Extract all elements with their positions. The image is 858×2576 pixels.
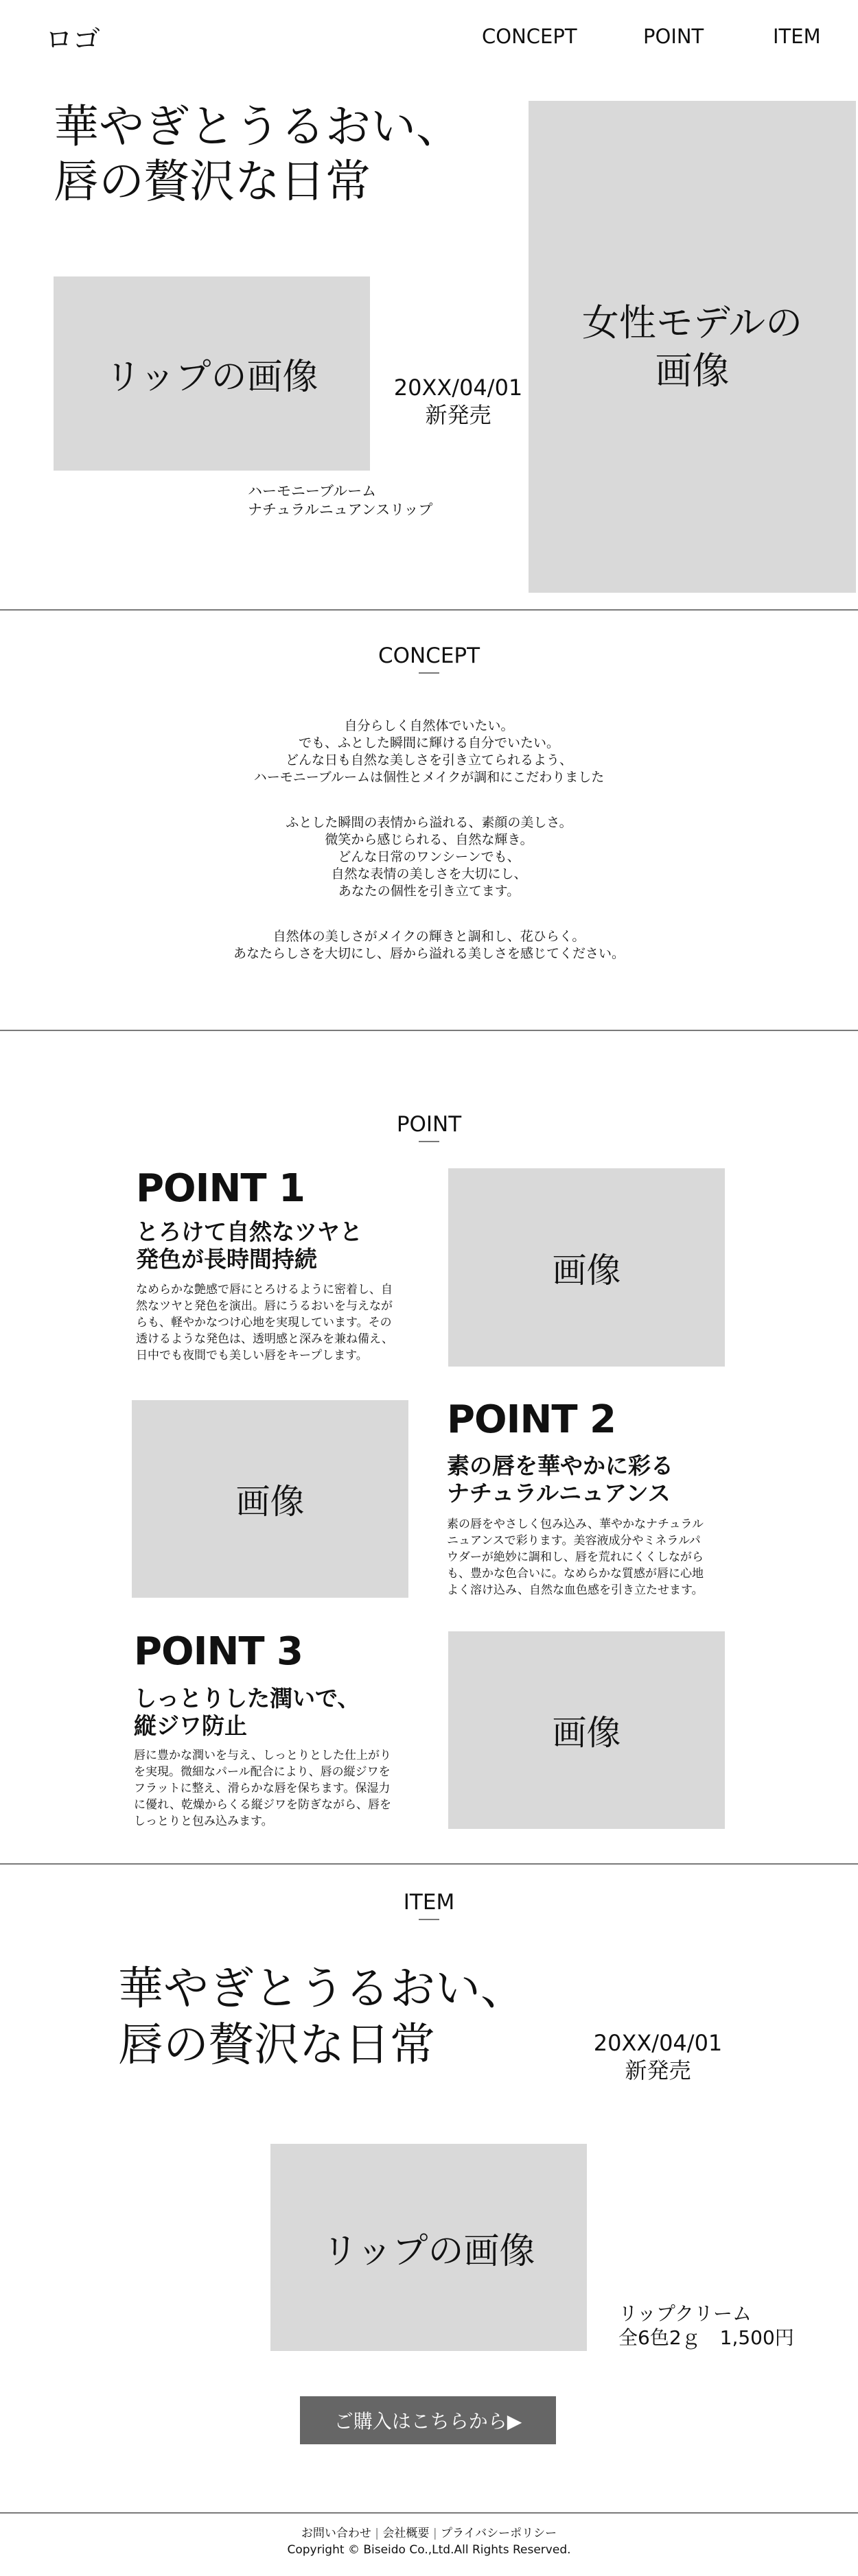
- point-1-number: POINT 1: [136, 1166, 305, 1211]
- item-title: ITEM: [403, 1890, 455, 1915]
- point-1-body: なめらかな艶感で唇にとろけるように密着し、自 然なツヤと発色を演出。唇にうるおいを与えなが らも、軽やかなつけ心地を実現しています。その 透けるような発色は、透明感と深みを兼ね備え、 日中でも夜間でも美しい唇をキープします。: [136, 1283, 394, 1362]
- concept-paragraph-2: ふとした瞬間の表情から溢れる、素顔の美しさ。 微笑から感じられる、自然な輝き。 どんな日常のワンシーンでも、 自然な表情の美しさを大切にし、 あなたの個性を引き立てます。: [286, 815, 572, 899]
- hero-lip-image: リップの画像: [54, 276, 370, 471]
- footer-link-separator: |: [429, 2527, 441, 2540]
- nav-concept[interactable]: CONCEPT: [482, 25, 577, 48]
- footer-links: [0, 2525, 858, 2542]
- point-2-body: 素の唇をやさしく包み込み、華やかなナチュラル ニュアンスで彩ります。美容液成分やミネラルパ ウダーが絶妙に調和し、唇を荒れにくくしながら も、豊かな色合いに。なめらかな質感が唇に心地 よく溶け込み、自然な血色感を引き立たせます。: [447, 1517, 704, 1597]
- section-divider: [0, 2512, 858, 2514]
- point-3-number: POINT 3: [134, 1629, 303, 1674]
- footer-link-privacy[interactable]: プライバシーポリシー: [440, 2527, 557, 2540]
- section-divider: [0, 1030, 858, 1031]
- point-2-image: 画像: [132, 1400, 408, 1598]
- nav-item[interactable]: ITEM: [773, 25, 821, 48]
- hero-product-name: ハーモニーブルーム ナチュラルニュアンスリップ: [248, 483, 433, 518]
- point-1-heading: とろけて自然なツヤと 発色が長時間持続: [136, 1218, 362, 1273]
- point-2-number: POINT 2: [447, 1397, 616, 1442]
- footer-link-separator: |: [371, 2527, 383, 2540]
- point-3-body: 唇に豊かな潤いを与え、しっとりとした仕上がり を実現。微細なパール配合により、唇の縦ジワを フラットに整え、滑らかな唇を保ちます。保湿力 に優れ、乾燥からくる縦ジワを防ぎながら、唇を しっとりと包み込みます。: [134, 1749, 392, 1828]
- hero-release: 20XX/04/01 新発売: [393, 375, 523, 428]
- concept-title: CONCEPT: [378, 643, 480, 668]
- footer-link-contact[interactable]: お問い合わせ: [301, 2527, 371, 2540]
- footer-link-company[interactable]: 会社概要: [382, 2527, 430, 2540]
- section-divider: [0, 609, 858, 611]
- item-headline: 華やぎとうるおい、 唇の贅沢な日常: [118, 1962, 526, 2071]
- point-3-heading: しっとりした潤いで、 縦ジワ防止: [134, 1685, 360, 1739]
- concept-paragraph-1: 自分らしく自然体でいたい。 でも、ふとした瞬間に輝ける自分でいたい。 どんな日も自然な美しさを引き立てられるよう、 ハーモニーブルームは個性とメイクが調和にこだわりました: [253, 718, 605, 785]
- point-1-image: 画像: [448, 1168, 725, 1367]
- item-release: 20XX/04/01 新発売: [593, 2030, 723, 2083]
- buy-button[interactable]: ご購入はこちらから▶: [300, 2396, 556, 2444]
- item-lip-image: リップの画像: [270, 2144, 587, 2351]
- logo[interactable]: ロゴ: [45, 24, 100, 56]
- nav-point[interactable]: POINT: [643, 25, 704, 48]
- point-title: POINT: [396, 1112, 462, 1137]
- section-divider: [0, 1863, 858, 1865]
- hero-headline: 華やぎとうるおい、 唇の贅沢な日常: [54, 100, 461, 208]
- concept-paragraph-3: 自然体の美しさがメイクの輝きと調和し、花ひらく。 あなたらしさを大切にし、唇から溢れる美しさを感じてください。: [233, 929, 625, 961]
- hero-model-image: 女性モデルの 画像: [529, 101, 856, 593]
- point-2-heading: 素の唇を華やかに彩る ナチュラルニュアンス: [447, 1452, 673, 1506]
- item-product-info: リップクリーム 全6色2ｇ 1,500円: [618, 2302, 794, 2349]
- footer-copyright: Copyright © Biseido Co.,Ltd.All Rights Reserved.: [287, 2543, 571, 2557]
- point-3-image: 画像: [448, 1631, 725, 1829]
